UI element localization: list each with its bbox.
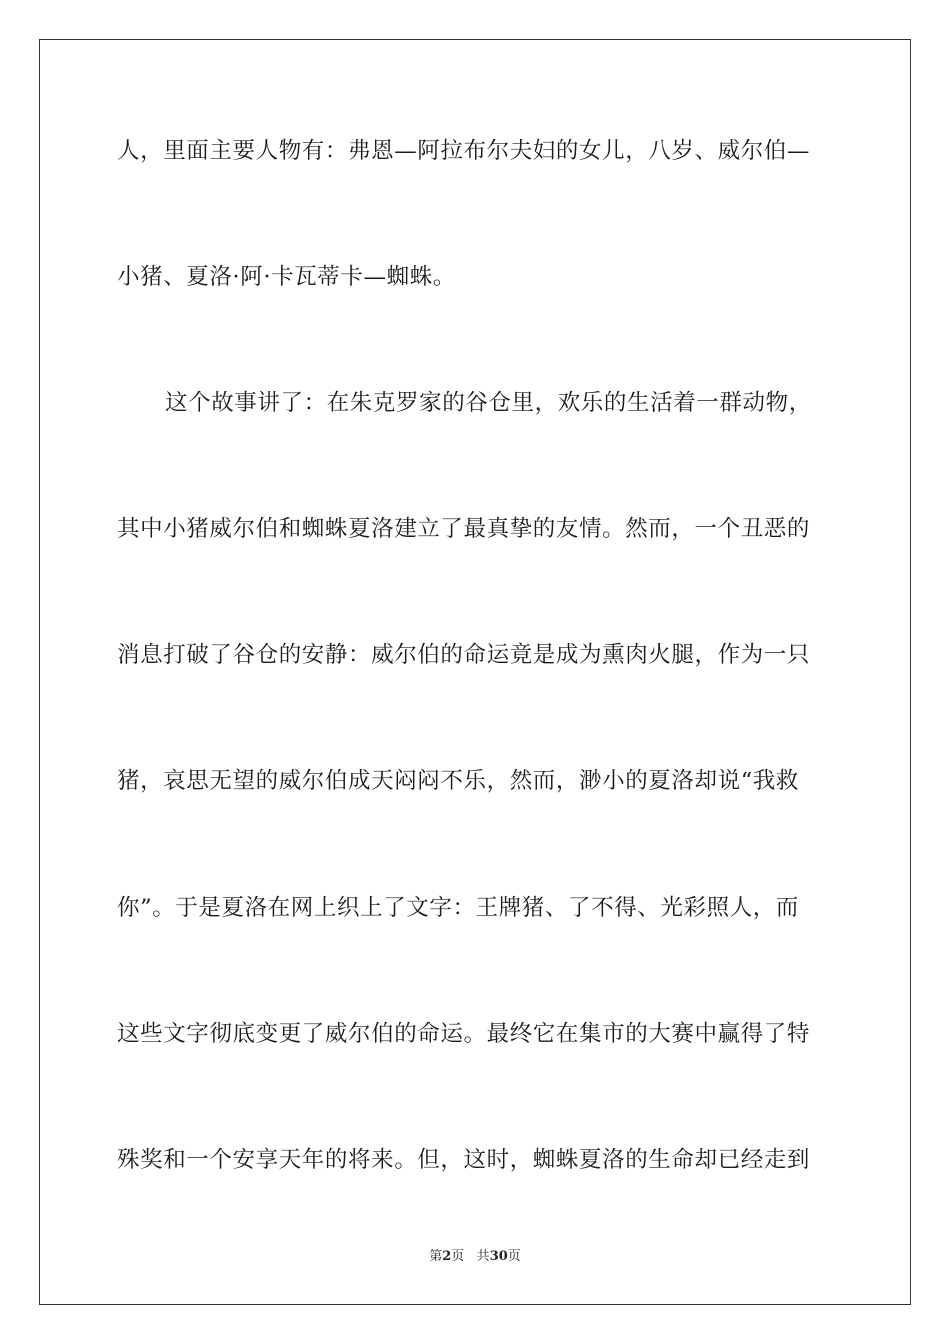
total-pages: 30	[489, 1249, 508, 1264]
page-number: 2	[442, 1249, 452, 1264]
body-text-line: 其中小猪威尔伯和蜘蛛夏洛建立了最真挚的友情。然而，一个丑恶的	[117, 516, 811, 542]
body-text-line: 殊奖和一个安享天年的将来。但，这时，蜘蛛夏洛的生命却已经走到	[117, 1147, 811, 1173]
page-footer	[0, 1248, 950, 1266]
page-border	[39, 39, 911, 1305]
body-text-line: 猪，哀思无望的威尔伯成天闷闷不乐，然而，渺小的夏洛却说“我救	[117, 768, 800, 794]
body-text-line: 这个故事讲了：在朱克罗家的谷仓里，欢乐的生活着一群动物，	[165, 390, 812, 416]
total-prefix: 共	[476, 1249, 490, 1264]
page-suffix: 页	[451, 1249, 465, 1264]
total-suffix: 页	[507, 1249, 521, 1264]
body-text-line: 人，里面主要人物有：弗恩—阿拉布尔夫妇的女儿，八岁、威尔伯—	[117, 138, 811, 164]
body-text-line: 消息打破了谷仓的安静：威尔伯的命运竟是成为熏肉火腿，作为一只	[117, 642, 811, 668]
body-text-line: 小猪、夏洛·阿·卡瓦蒂卡—蜘蛛。	[117, 264, 456, 290]
body-text-line: 这些文字彻底变更了威尔伯的命运。最终它在集市的大赛中赢得了特	[117, 1021, 811, 1047]
page-prefix: 第	[429, 1249, 443, 1264]
body-text-line: 你”。于是夏洛在网上织上了文字：王牌猪、了不得、光彩照人，而	[117, 895, 800, 921]
